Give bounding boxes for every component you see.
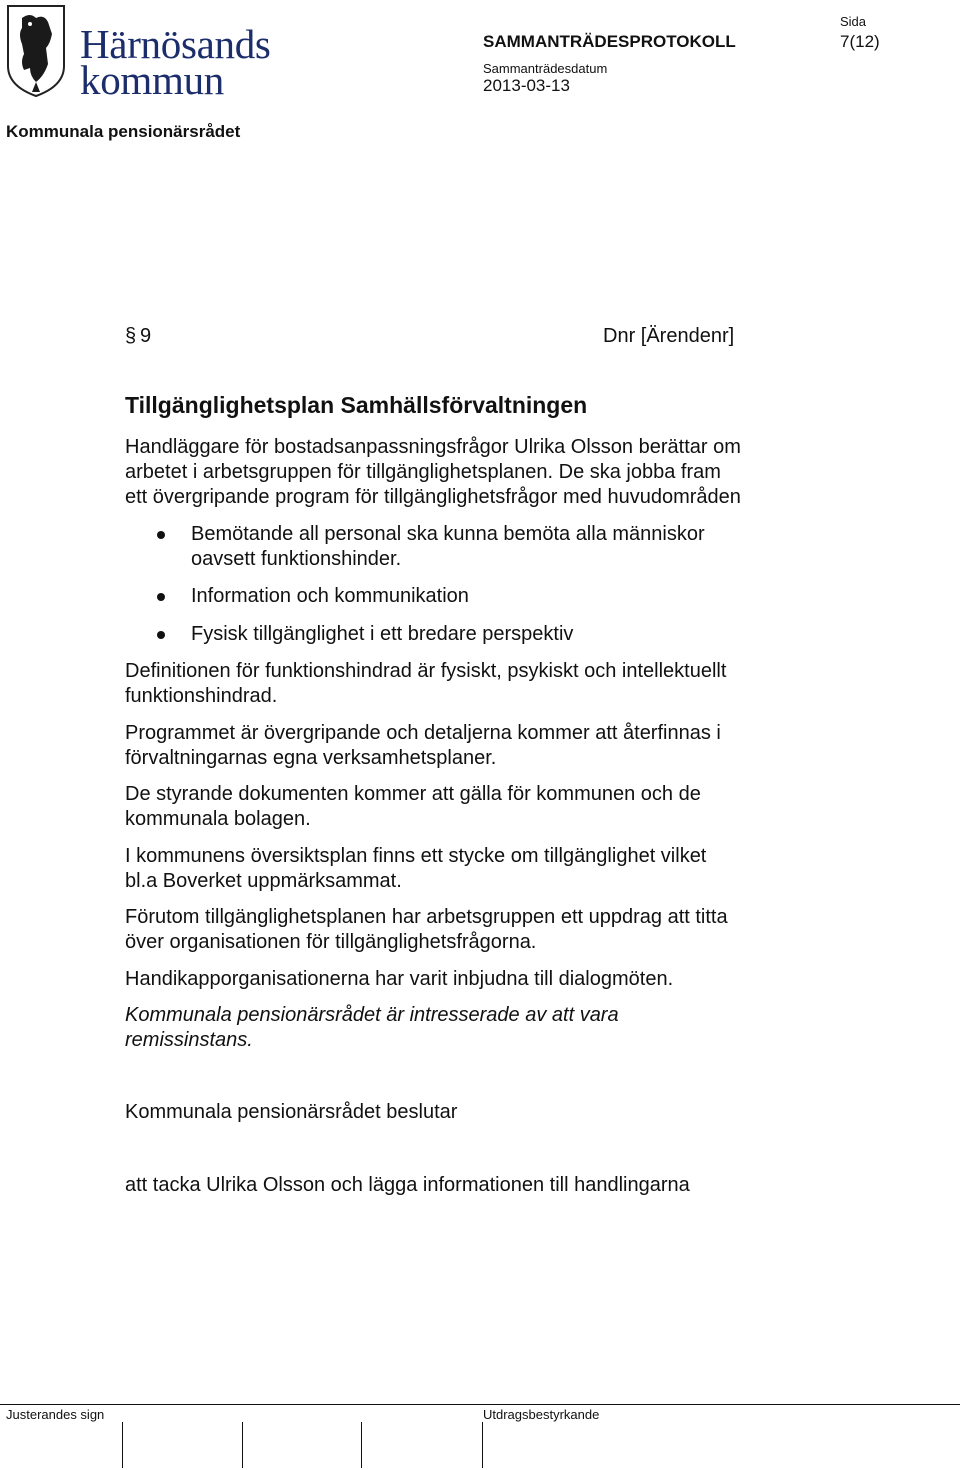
paragraph-line: funktionshindrad. bbox=[125, 685, 278, 707]
intro-line: arbetet i arbetsgruppen för tillgänglighetsplanen. De ska jobba fram bbox=[125, 461, 721, 483]
section-number: 9 bbox=[140, 325, 152, 347]
page-number: 7(12) bbox=[840, 32, 880, 51]
meeting-date-label: Sammanträdesdatum bbox=[483, 61, 608, 76]
paragraph-line: förvaltningarnas egna verksamhetsplaner. bbox=[125, 747, 497, 769]
document-title: SAMMANTRÄDESPROTOKOLL bbox=[483, 32, 736, 51]
paragraph-line: Definitionen för funktionshindrad är fysiskt, psykiskt och intellektuellt bbox=[125, 660, 727, 682]
decision-text: att tacka Ulrika Olsson och lägga informationen till handlingarna bbox=[125, 1174, 690, 1196]
signature-box-divider bbox=[482, 1422, 483, 1468]
bullet-dot bbox=[157, 631, 165, 639]
bullet-item: oavsett funktionshinder. bbox=[191, 548, 402, 570]
page-label: Sida bbox=[840, 14, 867, 29]
logo-text-harnosands: Härnösands bbox=[80, 21, 271, 67]
footer-divider bbox=[0, 1404, 960, 1405]
italic-statement: Kommunala pensionärsrådet är intresserade av att vara bbox=[125, 1004, 619, 1026]
committee-name: Kommunala pensionärsrådet bbox=[6, 122, 241, 141]
paragraph-line: I kommunens översiktsplan finns ett stycke om tillgänglighet vilket bbox=[125, 845, 707, 867]
signature-box-divider bbox=[361, 1422, 362, 1468]
bullet-dot bbox=[157, 593, 165, 601]
paragraph-line: över organisationen för tillgänglighetsfrågorna. bbox=[125, 931, 537, 953]
intro-line: Handläggare för bostadsanpassningsfrågor Ulrika Olsson berättar om bbox=[125, 436, 741, 458]
decision-heading: Kommunala pensionärsrådet beslutar bbox=[125, 1101, 458, 1123]
footer-extract-label: Utdragsbestyrkande bbox=[483, 1407, 600, 1422]
signature-box-divider bbox=[242, 1422, 243, 1468]
footer-sign-label: Justerandes sign bbox=[6, 1407, 105, 1422]
italic-statement: remissinstans. bbox=[125, 1029, 253, 1051]
section-symbol: § bbox=[125, 325, 137, 347]
bullet-item: Bemötande all personal ska kunna bemöta alla människor bbox=[191, 523, 705, 545]
paragraph-line: De styrande dokumenten kommer att gälla för kommunen och de bbox=[125, 783, 701, 805]
paragraph-line: bl.a Boverket uppmärksammat. bbox=[125, 870, 402, 892]
section-heading: Tillgänglighetsplan Samhällsförvaltningen bbox=[125, 392, 588, 418]
paragraph-line: kommunala bolagen. bbox=[125, 808, 311, 830]
meeting-date: 2013-03-13 bbox=[483, 76, 570, 95]
logo-text-kommun: kommun bbox=[80, 57, 224, 103]
signature-box-divider bbox=[122, 1422, 123, 1468]
paragraph-line: Förutom tillgänglighetsplanen har arbetsgruppen ett uppdrag att titta bbox=[125, 906, 728, 928]
bullet-item: Information och kommunikation bbox=[191, 585, 469, 607]
bullet-dot bbox=[157, 531, 165, 539]
paragraph-line: Handikapporganisationerna har varit inbjudna till dialogmöten. bbox=[125, 968, 674, 990]
intro-line: ett övergripande program för tillgänglighetsfrågor med huvudområden bbox=[125, 486, 741, 508]
bullet-item: Fysisk tillgänglighet i ett bredare perspektiv bbox=[191, 623, 574, 645]
municipality-crest-logo bbox=[6, 4, 66, 98]
case-number: Dnr [Ärendenr] bbox=[603, 325, 735, 347]
paragraph-line: Programmet är övergripande och detaljerna kommer att återfinnas i bbox=[125, 722, 721, 744]
